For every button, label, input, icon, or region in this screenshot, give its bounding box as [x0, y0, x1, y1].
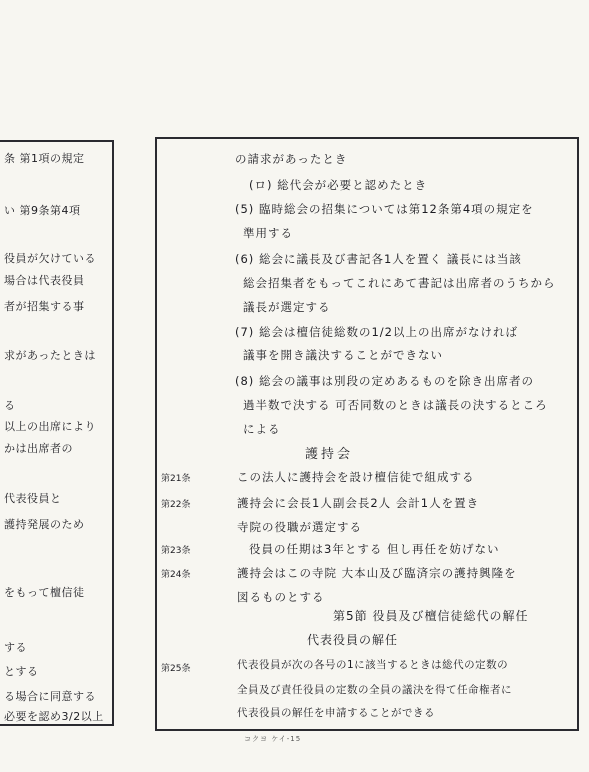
article-25-line-1: 代表役員が次の各号の1に該当するときは総代の定数の [237, 659, 509, 671]
article-24-text-cont: 図るものとする [237, 590, 325, 604]
line-item-6-cont-1: 総会招集者をもってこれにあて書記は出席者のうちから [243, 276, 556, 290]
article-25-line-3: 代表役員の解任を申請することができる [237, 707, 435, 719]
section-5-heading: 第5節 役員及び檀信徒総代の解任 [333, 609, 529, 623]
line-item-7: (7) 総会は檀信徒総数の1/2以上の出席がなければ [235, 325, 518, 339]
left-line-10: 代表役員と [4, 492, 62, 505]
article-24-number: 第24条 [161, 570, 191, 580]
line-item-8-cont-1: 過半数で決する 可否同数のときは議長の決するところ [243, 398, 548, 412]
bleed-through-text [80, 48, 540, 65]
left-line-3: 役員が欠けている [4, 252, 96, 265]
line-item-5-cont: 準用する [243, 226, 293, 240]
left-line-14: とする [4, 665, 39, 678]
left-line-9: かは出席者の [4, 442, 73, 455]
article-24-text: 護持会はこの寺院 大本山及び臨済宗の護持興隆を [237, 566, 517, 580]
left-line-8: 以上の出席により [4, 420, 96, 433]
article-21-text: この法人に護持会を設け檀信徒で組成する [237, 470, 475, 484]
left-line-12: をもって檀信徒 [4, 586, 85, 599]
left-line-4: 場合は代表役員 [4, 274, 85, 287]
left-column-frame [0, 140, 114, 726]
line-item-6: (6) 総会に議長及び書記各1人を置く 議長には当該 [235, 252, 522, 266]
line-item-5: (5) 臨時総会の招集については第12条第4項の規定を [235, 202, 534, 216]
left-line-13: する [4, 641, 27, 654]
paper-brand-footer: コクヨ ケイ-15 [244, 735, 302, 743]
left-line-15: る場合に同意する [4, 690, 96, 703]
article-25-line-2: 全員及び責任役員の定数の全員の議決を得て任命権者に [237, 684, 512, 696]
line-item-6-cont-2: 議長が選定する [243, 300, 331, 314]
article-22-number: 第22条 [161, 500, 191, 510]
article-23-number: 第23条 [161, 546, 191, 556]
article-21-number: 第21条 [161, 474, 191, 484]
line-item-8: (8) 総会の議事は別段の定めあるものを除き出席者の [235, 374, 534, 388]
article-22-text-cont: 寺院の役職が選定する [237, 520, 362, 534]
left-line-7: る [4, 399, 16, 412]
line-item-8-cont-2: による [243, 422, 281, 436]
left-line-16: 必要を認め3/2以上 [4, 710, 104, 723]
heading-gojikai: 護持会 [305, 447, 354, 462]
line-item-7-cont: 議事を開き議決することができない [243, 348, 443, 362]
left-line-11: 護持発展のため [4, 518, 85, 531]
right-column-frame [155, 137, 579, 731]
article-23-text: 役員の任期は3年とする 但し再任を妨げない [249, 542, 500, 556]
line-claim: の請求があったとき [235, 152, 348, 166]
article-22-text: 護持会に会長1人副会長2人 会計1人を置き [237, 496, 480, 510]
article-25-number: 第25条 [161, 664, 191, 674]
left-line-5: 者が招集する事 [4, 300, 85, 313]
subheading-dismissal: 代表役員の解任 [307, 633, 399, 647]
left-line-1: 条 第1項の規定 [4, 152, 85, 165]
left-line-2: い 第9条第4項 [4, 204, 81, 217]
left-line-6: 求があったときは [4, 349, 96, 362]
line-ro-item: (ロ) 総代会が必要と認めたとき [249, 178, 428, 192]
